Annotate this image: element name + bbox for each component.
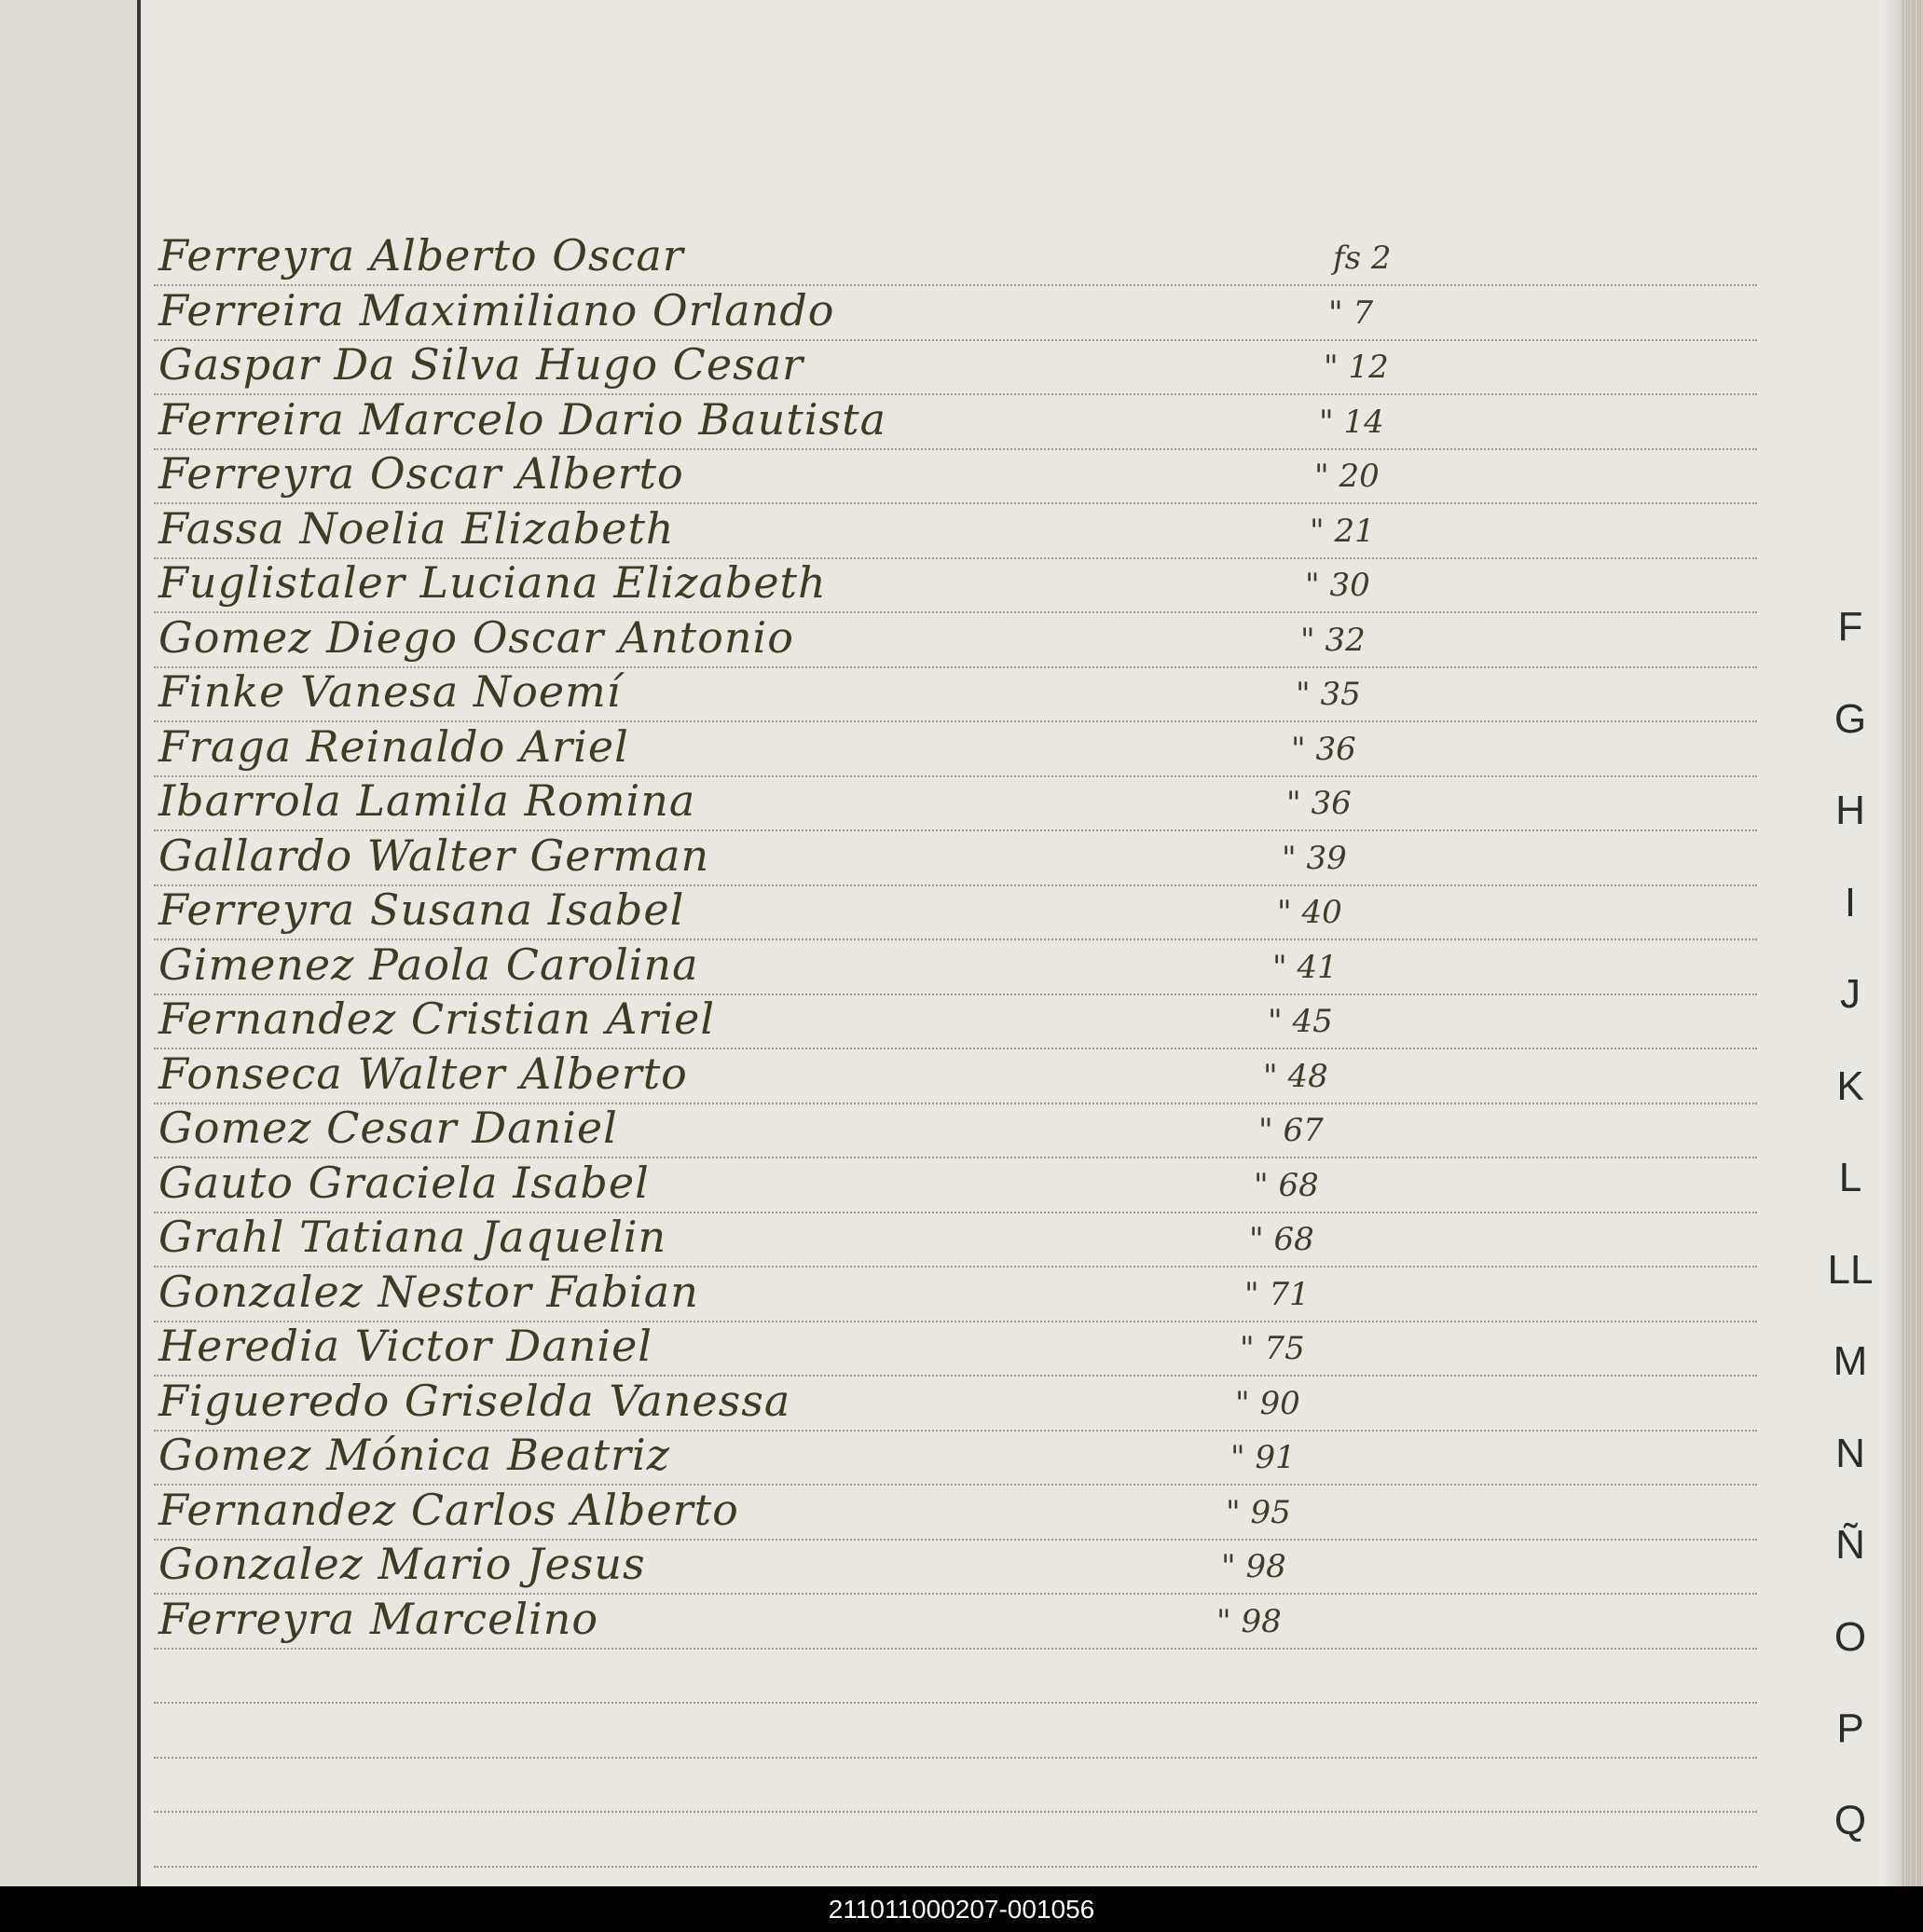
entry-row xyxy=(0,1267,1923,1321)
entry-folio: fs 2 xyxy=(1333,240,1392,277)
entry-row xyxy=(0,884,1923,939)
entry-name: Gomez Cesar Daniel xyxy=(158,1103,618,1153)
index-letter-tab[interactable]: M xyxy=(1833,1338,1868,1384)
index-letter-tab[interactable]: Q xyxy=(1834,1797,1867,1843)
entry-name: Figueredo Griselda Vanessa xyxy=(158,1375,791,1426)
entry-row xyxy=(0,1103,1923,1157)
entry-folio: " 30 xyxy=(1305,567,1370,604)
entry-name: Ferreyra Alberto Oscar xyxy=(158,230,684,281)
entry-name: Finke Vanesa Noemí xyxy=(158,666,622,717)
document-id: 211011000207-001056 xyxy=(828,1895,1095,1924)
index-letter-tab[interactable]: O xyxy=(1834,1613,1867,1660)
entry-folio: " 32 xyxy=(1300,621,1366,659)
entry-folio: " 36 xyxy=(1291,730,1356,768)
entry-row xyxy=(0,1376,1923,1430)
index-letter-tab[interactable]: Ñ xyxy=(1835,1522,1865,1568)
entry-folio: " 21 xyxy=(1310,512,1375,550)
entry-row xyxy=(0,339,1923,393)
entry-name: Heredia Victor Daniel xyxy=(158,1321,653,1371)
entry-folio: " 7 xyxy=(1328,294,1374,332)
ruled-line xyxy=(154,1648,1757,1650)
entry-name: Ferreyra Oscar Alberto xyxy=(158,448,684,499)
entry-folio: " 68 xyxy=(1254,1166,1319,1204)
entry-row xyxy=(0,557,1923,611)
entry-folio: " 68 xyxy=(1249,1221,1314,1258)
entry-row xyxy=(0,666,1923,720)
index-letter-tab[interactable]: F xyxy=(1837,604,1863,650)
entry-name: Gauto Graciela Isabel xyxy=(158,1157,650,1208)
entry-name: Ferreira Maximiliano Orlando xyxy=(158,284,835,336)
entry-folio: " 90 xyxy=(1235,1384,1300,1422)
entry-folio: " 98 xyxy=(1216,1602,1282,1640)
entry-folio: " 45 xyxy=(1268,1003,1333,1040)
ruled-line xyxy=(154,1757,1757,1759)
entry-row xyxy=(0,1158,1923,1212)
entry-name: Fernandez Carlos Alberto xyxy=(158,1484,739,1535)
entry-row xyxy=(0,230,1923,284)
entry-name: Gaspar Da Silva Hugo Cesar xyxy=(158,339,804,390)
entry-folio: " 35 xyxy=(1296,676,1361,713)
entry-row xyxy=(0,1430,1923,1484)
index-letter-tab[interactable]: I xyxy=(1844,879,1857,925)
entry-row xyxy=(0,993,1923,1048)
entry-folio: " 71 xyxy=(1244,1275,1310,1313)
entry-name: Gomez Diego Oscar Antonio xyxy=(158,611,794,663)
entry-name: Gonzalez Mario Jesus xyxy=(158,1539,646,1589)
index-letter-tab[interactable]: N xyxy=(1835,1430,1865,1476)
entry-name: Gimenez Paola Carolina xyxy=(158,939,699,990)
entry-row xyxy=(0,394,1923,448)
index-letter-tab[interactable]: G xyxy=(1834,695,1867,742)
index-letter-tab[interactable]: J xyxy=(1840,971,1861,1017)
index-letter-tab[interactable]: LL xyxy=(1827,1246,1874,1293)
entry-folio: " 39 xyxy=(1282,839,1347,877)
entry-row xyxy=(0,1594,1923,1648)
entry-row xyxy=(0,721,1923,775)
entry-row xyxy=(0,1321,1923,1375)
index-letter-tab[interactable]: P xyxy=(1836,1706,1864,1751)
entry-row xyxy=(0,612,1923,666)
entry-name: Grahl Tatiana Jaquelin xyxy=(158,1212,667,1262)
entry-folio: " 12 xyxy=(1324,349,1389,386)
entry-folio: " 91 xyxy=(1230,1439,1296,1476)
entry-row xyxy=(0,1212,1923,1266)
entry-name: Gomez Mónica Beatriz xyxy=(158,1430,670,1480)
entry-name: Ibarrola Lamila Romina xyxy=(158,775,696,826)
entry-row xyxy=(0,939,1923,993)
entry-row xyxy=(0,503,1923,557)
entry-name: Fassa Noelia Elizabeth xyxy=(158,502,675,554)
entry-folio: " 20 xyxy=(1314,458,1380,495)
entry-name: Ferreyra Marcelino xyxy=(158,1593,599,1644)
entry-folio: " 41 xyxy=(1272,948,1338,986)
entry-row xyxy=(0,285,1923,339)
entry-name: Fernandez Cristian Ariel xyxy=(158,993,716,1044)
entry-row xyxy=(0,1048,1923,1103)
entry-folio: " 40 xyxy=(1277,894,1342,931)
ruled-line xyxy=(154,1866,1757,1868)
alphabet-index-tabs xyxy=(1799,604,1902,1853)
ruled-line xyxy=(154,1702,1757,1704)
entry-name: Gallardo Walter German xyxy=(158,829,710,881)
entry-name: Fonseca Walter Alberto xyxy=(158,1048,688,1099)
ruled-line xyxy=(154,1811,1757,1813)
index-letter-tab[interactable]: H xyxy=(1835,788,1865,833)
index-letter-tab[interactable]: L xyxy=(1838,1155,1862,1200)
entry-folio: " 48 xyxy=(1263,1057,1328,1095)
entry-row xyxy=(0,1485,1923,1539)
entry-name: Fraga Reinaldo Ariel xyxy=(158,720,629,772)
entry-name: Gonzalez Nestor Fabian xyxy=(158,1266,699,1317)
entry-row xyxy=(0,830,1923,884)
entry-row xyxy=(0,448,1923,502)
entry-name: Ferreyra Susana Isabel xyxy=(158,884,685,935)
entry-row xyxy=(0,775,1923,829)
entry-folio: " 14 xyxy=(1319,403,1384,441)
entry-folio: " 75 xyxy=(1240,1330,1305,1367)
index-letter-tab[interactable]: K xyxy=(1836,1062,1864,1109)
entry-folio: " 67 xyxy=(1258,1112,1324,1149)
entry-folio: " 36 xyxy=(1286,785,1352,822)
entry-name: Fuglistaler Luciana Elizabeth xyxy=(158,557,827,608)
entry-folio: " 95 xyxy=(1226,1493,1291,1531)
entry-name: Ferreira Marcelo Dario Bautista xyxy=(158,393,886,445)
entry-folio: " 98 xyxy=(1221,1548,1286,1585)
entry-row xyxy=(0,1539,1923,1593)
